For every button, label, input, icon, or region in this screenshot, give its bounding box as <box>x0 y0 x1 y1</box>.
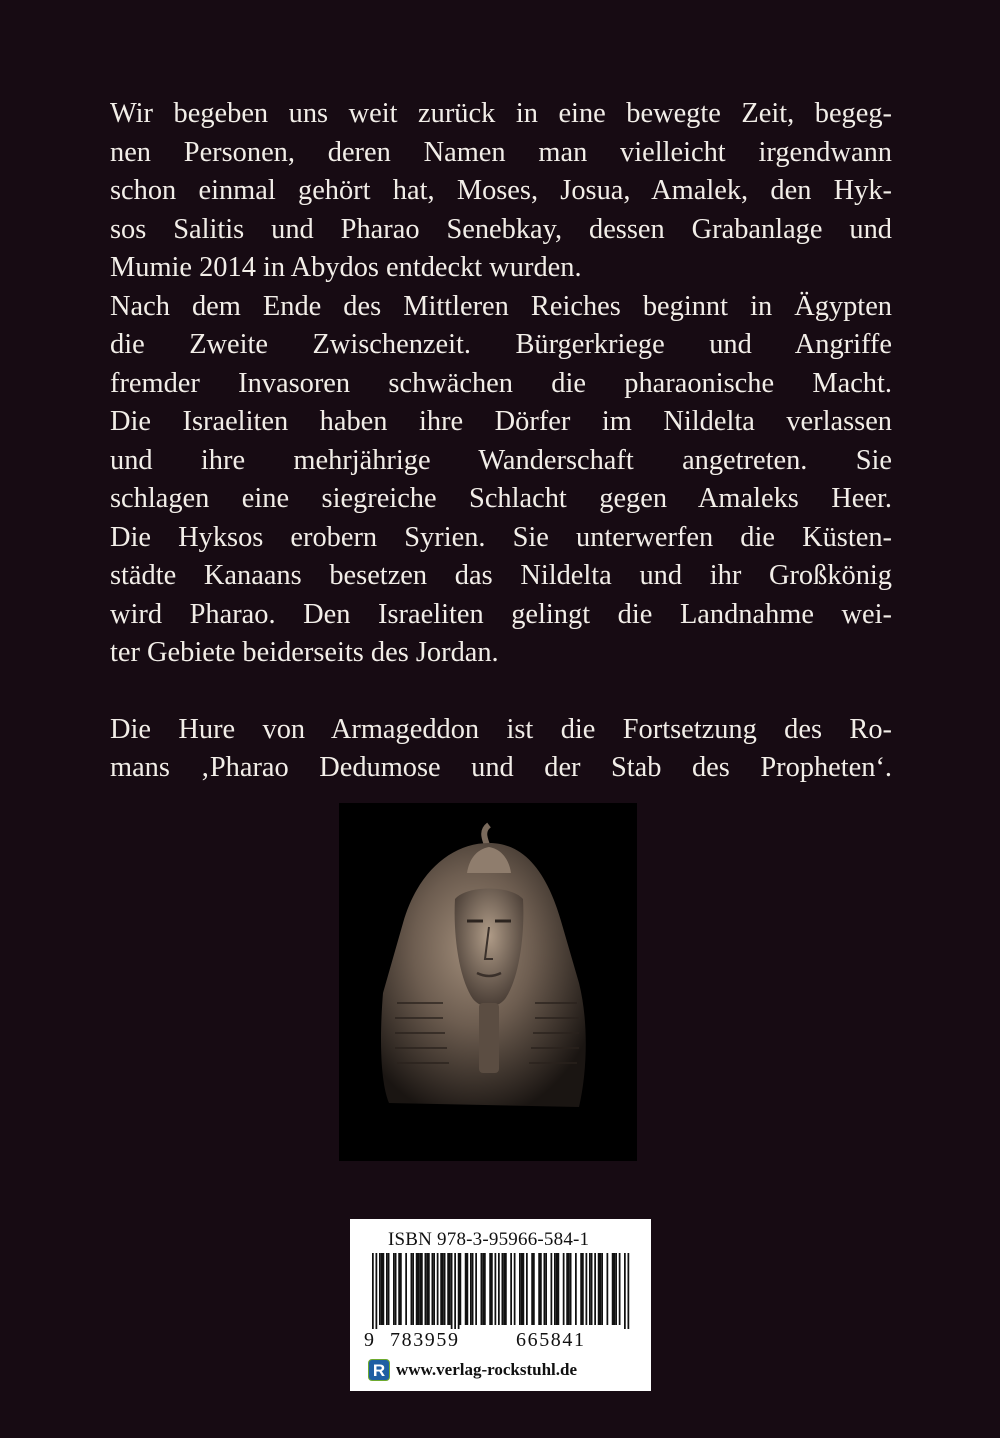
barcode-digits-left: 783959 <box>390 1329 460 1351</box>
barcode-bar <box>481 1253 483 1325</box>
barcode-digits <box>364 1329 646 1351</box>
barcode-bar <box>428 1253 430 1325</box>
blurb-line: sos Salitis und Pharao Senebkay, dessen Grabanlage und <box>110 213 892 245</box>
barcode-bar <box>600 1253 602 1325</box>
barcode-bar <box>545 1253 547 1325</box>
barcode-bar <box>454 1253 456 1329</box>
barcode-bar <box>523 1253 525 1325</box>
barcode-bar <box>544 1253 546 1325</box>
barcode-bar <box>538 1253 540 1325</box>
barcode-bar <box>519 1253 521 1325</box>
blurb-line: Mumie 2014 in Abydos entdeckt wurden. <box>110 252 582 283</box>
barcode-bar <box>376 1253 378 1329</box>
barcode-bar <box>393 1253 395 1325</box>
barcode-bar <box>447 1253 449 1325</box>
barcode-bar <box>619 1253 621 1325</box>
blurb-line: nen Personen, deren Namen man vielleicht irgendwann <box>110 136 892 168</box>
barcode-bar <box>601 1253 603 1325</box>
barcode-bar <box>425 1253 427 1325</box>
barcode-bar <box>482 1253 484 1325</box>
barcode-bar <box>421 1253 423 1325</box>
barcode-bar <box>582 1253 584 1325</box>
barcode-bar <box>615 1253 617 1325</box>
blurb-line: Nach dem Ende des Mittleren Reiches beginnt in Ägypten <box>110 290 892 322</box>
barcode-bar <box>614 1253 616 1325</box>
barcode-bar <box>533 1253 535 1325</box>
barcode-bar <box>526 1253 528 1325</box>
barcode-bar <box>411 1253 413 1325</box>
barcode-bar <box>556 1253 558 1325</box>
barcode-bar <box>502 1253 504 1325</box>
barcode-icon <box>362 1253 644 1329</box>
barcode-bar <box>444 1253 446 1325</box>
barcode-bar <box>467 1253 469 1325</box>
barcode-digit-first: 9 <box>364 1329 374 1351</box>
barcode-bar <box>379 1253 381 1325</box>
barcode-bar <box>470 1253 472 1325</box>
barcode-bar <box>503 1253 505 1325</box>
blurb-line: mans ‚Pharao Dedumose und der Stab des Propheten‘. <box>110 752 892 783</box>
barcode-bar <box>563 1253 565 1325</box>
barcode-bar <box>388 1253 390 1325</box>
blurb-line: schon einmal gehört hat, Moses, Josua, Amalek, den Hyk- <box>110 175 892 206</box>
barcode-bar <box>612 1253 614 1325</box>
isbn-barcode-label <box>350 1219 651 1391</box>
publisher-logo: R <box>368 1359 390 1381</box>
barcode-bar <box>607 1253 609 1325</box>
barcode-bar <box>381 1253 383 1325</box>
barcode-bar <box>580 1253 582 1325</box>
barcode-bar <box>416 1253 418 1325</box>
publisher-line <box>368 1358 577 1382</box>
barcode-bar <box>514 1253 516 1325</box>
barcode-bar <box>484 1253 486 1325</box>
barcode-bar <box>432 1253 434 1325</box>
blurb-line: die Zweite Zwischenzeit. Bürgerkriege und Angriffe <box>110 329 892 360</box>
barcode-bar <box>505 1253 507 1325</box>
barcode-bar <box>440 1253 442 1325</box>
barcode-digits-right: 665841 <box>516 1329 586 1351</box>
blurb-line: Die Hure von Armageddon ist die Fortsetzung des Ro- <box>110 713 892 745</box>
barcode-bar <box>451 1253 453 1329</box>
barcode-bar <box>594 1253 596 1325</box>
barcode-bar <box>449 1253 451 1325</box>
isbn-number: ISBN 978-3-95966-584-1 <box>388 1229 590 1250</box>
barcode-bar <box>460 1253 462 1325</box>
barcode-bar <box>437 1253 439 1325</box>
barcode-bar <box>405 1253 407 1325</box>
blurb-paragraph-1 <box>110 95 892 673</box>
barcode-bar <box>586 1253 588 1325</box>
blurb-line: Wir begeben uns weit zurück in eine bewegte Zeit, begeg- <box>110 98 892 129</box>
paragraph-gap <box>110 673 892 711</box>
barcode-bar <box>628 1253 630 1329</box>
barcode-bar <box>566 1253 568 1325</box>
barcode-bar <box>495 1253 497 1325</box>
barcode-bar <box>498 1253 500 1325</box>
barcode-bar <box>521 1253 523 1325</box>
barcode-bar <box>540 1253 542 1325</box>
barcode-bar <box>491 1253 493 1325</box>
barcode-bar <box>412 1253 414 1325</box>
barcode-bar <box>372 1253 374 1329</box>
barcode-bar <box>554 1253 556 1325</box>
barcode-bar <box>624 1253 626 1329</box>
blurb-line: und ihre mehrjährige Wanderschaft angetreten. Sie <box>110 444 892 476</box>
barcode-bar <box>531 1253 533 1325</box>
barcode-bar <box>386 1253 388 1325</box>
pharaoh-bust-photo <box>339 803 637 1161</box>
barcode-bar <box>426 1253 428 1325</box>
barcode-bar <box>442 1253 444 1325</box>
barcode-bar <box>589 1253 591 1325</box>
barcode-bar <box>418 1253 420 1325</box>
blurb-line: fremder Invasoren schwächen die pharaonische Macht. <box>110 367 892 399</box>
barcode-bar <box>419 1253 421 1325</box>
blurb-line: städte Kanaans besetzen das Nildelta und ihr Großkönig <box>110 560 892 591</box>
barcode-bar <box>570 1253 572 1325</box>
barcode-bar <box>433 1253 435 1325</box>
barcode-bar <box>558 1253 560 1325</box>
barcode-bar <box>472 1253 474 1325</box>
barcode-bar <box>475 1253 477 1325</box>
barcode-bar <box>489 1253 491 1325</box>
publisher-url[interactable]: www.verlag-rockstuhl.de <box>396 1360 578 1379</box>
back-cover-blurb <box>110 95 892 788</box>
barcode-bar <box>383 1253 385 1325</box>
barcode-bar <box>575 1253 577 1325</box>
barcode-bar <box>395 1253 397 1325</box>
barcode-bar <box>568 1253 570 1325</box>
blurb-line: schlagen eine siegreiche Schlacht gegen Amaleks Heer. <box>110 483 892 514</box>
pharaoh-bust-icon <box>339 803 637 1161</box>
barcode-bar <box>551 1253 553 1325</box>
blurb-line: Die Hyksos erobern Syrien. Sie unterwerfen die Küsten- <box>110 521 892 553</box>
barcode-bar <box>591 1253 593 1325</box>
blurb-line: wird Pharao. Den Israeliten gelingt die Landnahme wei- <box>110 598 892 630</box>
blurb-line: ter Gebiete beiderseits des Jordan. <box>110 637 499 668</box>
barcode-bar <box>398 1253 400 1325</box>
blurb-paragraph-2 <box>110 711 892 788</box>
barcode-bar <box>465 1253 467 1325</box>
blurb-line: Die Israeliten haben ihre Dörfer im Nildelta verlassen <box>110 406 892 437</box>
barcode-bar <box>400 1253 402 1325</box>
barcode-bar <box>510 1253 512 1325</box>
barcode-bar <box>598 1253 600 1325</box>
barcode-bar <box>458 1253 460 1329</box>
